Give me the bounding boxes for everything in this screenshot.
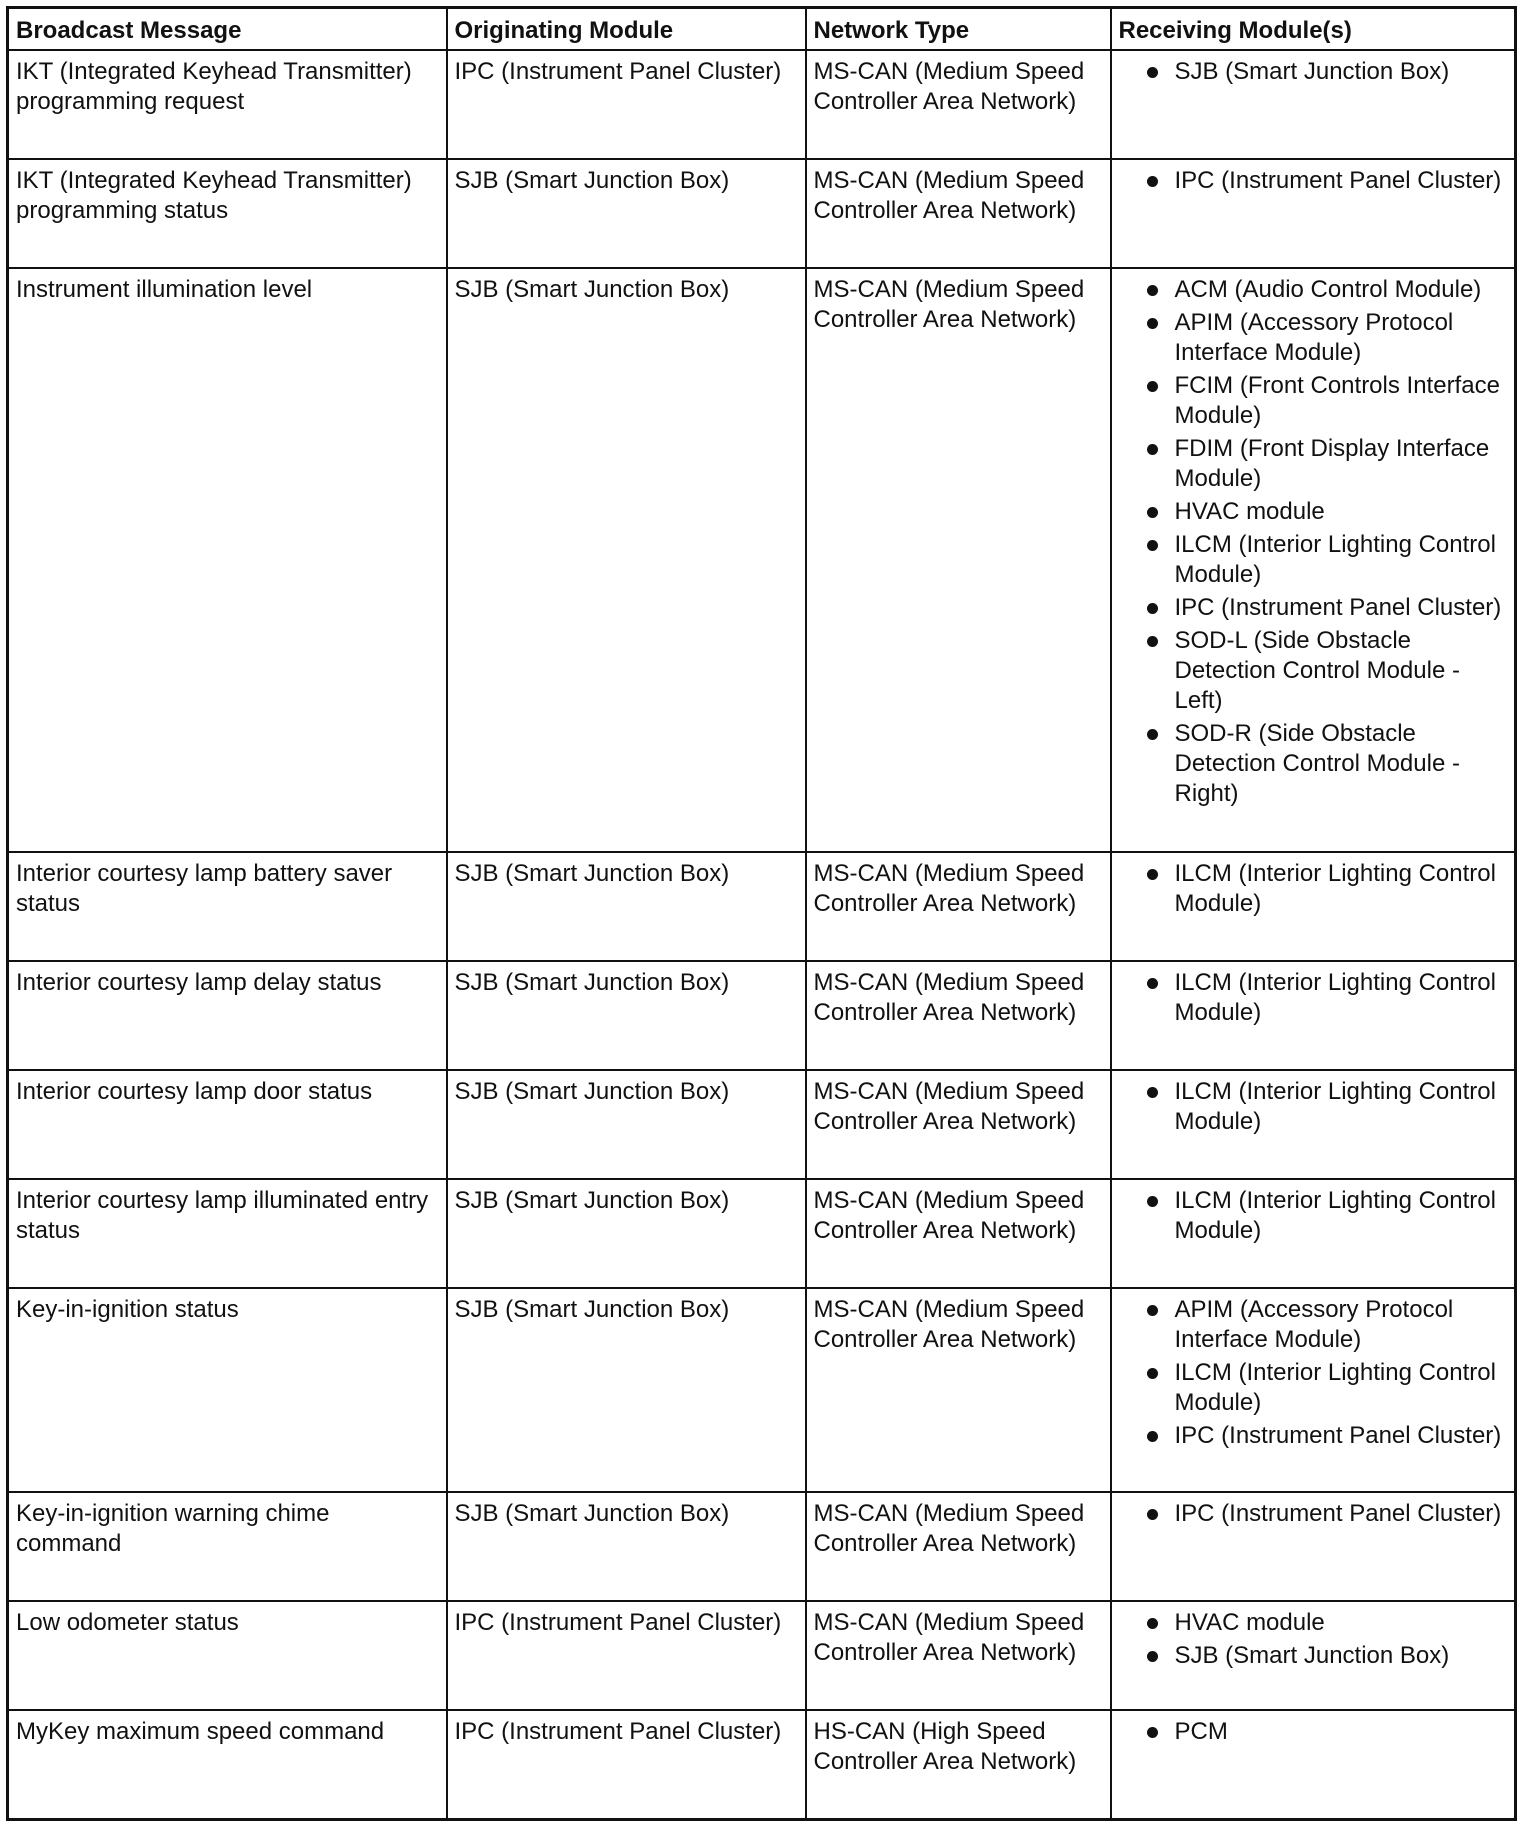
bullet-icon [1147,978,1158,989]
list-item [1119,1421,1508,1451]
receiving-module-name: IPC (Instrument Panel Cluster) [1174,167,1502,194]
network-type-cell: MS-CAN (Medium Speed Controller Area Network) [806,1070,1111,1179]
bullet-icon [1147,1196,1158,1207]
broadcast-message-cell: Instrument illumination level [8,268,447,852]
column-header-broadcast-message: Broadcast Message [8,8,447,51]
list-item [1119,1295,1508,1355]
table-row [8,50,1516,159]
list-item [1119,1641,1508,1671]
network-type-cell: MS-CAN (Medium Speed Controller Area Network) [806,1492,1111,1601]
list-item [1119,434,1508,494]
receiving-module-list [1119,1499,1508,1529]
receiving-modules-cell [1111,159,1516,268]
table-row [8,961,1516,1070]
table-row [8,1710,1516,1819]
receiving-module-name: FCIM (Front Controls Interface Module) [1174,372,1500,429]
receiving-module-name: FDIM (Front Display Interface Module) [1174,435,1490,492]
broadcast-message-cell: Interior courtesy lamp battery saver status [8,852,447,961]
broadcast-message-cell: IKT (Integrated Keyhead Transmitter) programming status [8,159,447,268]
receiving-module-list [1119,275,1508,809]
originating-module-cell: SJB (Smart Junction Box) [447,1179,806,1288]
bullet-icon [1147,1618,1158,1629]
network-type-cell: MS-CAN (Medium Speed Controller Area Network) [806,268,1111,852]
broadcast-message-cell: Interior courtesy lamp door status [8,1070,447,1179]
originating-module-cell: IPC (Instrument Panel Cluster) [447,50,806,159]
broadcast-message-cell: MyKey maximum speed command [8,1710,447,1819]
receiving-module-name: SOD-R (Side Obstacle Detection Control Module - Right) [1174,720,1460,807]
originating-module-cell: SJB (Smart Junction Box) [447,1288,806,1492]
receiving-module-name: ILCM (Interior Lighting Control Module) [1174,860,1496,917]
network-type-cell: HS-CAN (High Speed Controller Area Network) [806,1710,1111,1819]
bullet-icon [1147,444,1158,455]
list-item [1119,968,1508,1028]
table-body [8,50,1516,1819]
receiving-module-list [1119,1295,1508,1451]
list-item [1119,497,1508,527]
bullet-icon [1147,285,1158,296]
table-row [8,852,1516,961]
receiving-modules-cell [1111,852,1516,961]
column-header-network-type: Network Type [806,8,1111,51]
broadcast-message-table [6,6,1517,1821]
list-item [1119,371,1508,431]
table-row [8,1492,1516,1601]
list-item [1119,1717,1508,1747]
bullet-icon [1147,381,1158,392]
bullet-icon [1147,636,1158,647]
network-type-cell: MS-CAN (Medium Speed Controller Area Network) [806,1179,1111,1288]
bullet-icon [1147,318,1158,329]
table-row [8,1070,1516,1179]
table-header-row [8,8,1516,51]
receiving-module-list [1119,1077,1508,1137]
network-type-cell: MS-CAN (Medium Speed Controller Area Network) [806,961,1111,1070]
bullet-icon [1147,540,1158,551]
bullet-icon [1147,176,1158,187]
network-type-cell: MS-CAN (Medium Speed Controller Area Network) [806,852,1111,961]
originating-module-cell: SJB (Smart Junction Box) [447,852,806,961]
network-message-sheet [6,6,1514,1821]
broadcast-message-cell: Low odometer status [8,1601,447,1710]
receiving-module-name: HVAC module [1174,1609,1325,1636]
list-item [1119,1499,1508,1529]
list-item [1119,593,1508,623]
bullet-icon [1147,603,1158,614]
receiving-modules-cell [1111,268,1516,852]
receiving-module-name: HVAC module [1174,498,1325,525]
bullet-icon [1147,729,1158,740]
receiving-modules-cell [1111,50,1516,159]
list-item [1119,859,1508,919]
list-item [1119,308,1508,368]
table-row [8,159,1516,268]
broadcast-message-cell: Key-in-ignition warning chime command [8,1492,447,1601]
list-item [1119,166,1508,196]
list-item [1119,530,1508,590]
network-type-cell: MS-CAN (Medium Speed Controller Area Network) [806,1601,1111,1710]
receiving-module-name: APIM (Accessory Protocol Interface Module) [1174,309,1454,366]
list-item [1119,1186,1508,1246]
table-row [8,1601,1516,1710]
network-type-cell: MS-CAN (Medium Speed Controller Area Network) [806,159,1111,268]
receiving-module-list [1119,859,1508,919]
receiving-module-list [1119,57,1508,87]
receiving-modules-cell [1111,961,1516,1070]
originating-module-cell: IPC (Instrument Panel Cluster) [447,1601,806,1710]
bullet-icon [1147,869,1158,880]
list-item [1119,275,1508,305]
receiving-module-name: SJB (Smart Junction Box) [1174,1642,1450,1669]
bullet-icon [1147,1509,1158,1520]
receiving-module-name: IPC (Instrument Panel Cluster) [1174,1422,1502,1449]
receiving-module-name: IPC (Instrument Panel Cluster) [1174,1500,1502,1527]
bullet-icon [1147,67,1158,78]
receiving-module-list [1119,1717,1508,1747]
list-item [1119,1608,1508,1638]
originating-module-cell: SJB (Smart Junction Box) [447,1492,806,1601]
broadcast-message-cell: Interior courtesy lamp delay status [8,961,447,1070]
column-header-receiving-modules: Receiving Module(s) [1111,8,1516,51]
receiving-module-name: PCM [1174,1718,1228,1745]
network-type-cell: MS-CAN (Medium Speed Controller Area Network) [806,50,1111,159]
originating-module-cell: SJB (Smart Junction Box) [447,1070,806,1179]
receiving-module-name: IPC (Instrument Panel Cluster) [1174,594,1502,621]
receiving-modules-cell [1111,1710,1516,1819]
receiving-module-list [1119,968,1508,1028]
table-row [8,1179,1516,1288]
bullet-icon [1147,1368,1158,1379]
list-item [1119,1358,1508,1418]
receiving-module-name: ILCM (Interior Lighting Control Module) [1174,531,1496,588]
list-item [1119,719,1508,809]
broadcast-message-cell: IKT (Integrated Keyhead Transmitter) programming request [8,50,447,159]
receiving-module-list [1119,166,1508,196]
receiving-modules-cell [1111,1492,1516,1601]
table-row [8,1288,1516,1492]
receiving-module-name: APIM (Accessory Protocol Interface Module) [1174,1296,1454,1353]
receiving-modules-cell [1111,1288,1516,1492]
receiving-module-name: ILCM (Interior Lighting Control Module) [1174,1359,1496,1416]
receiving-module-name: ILCM (Interior Lighting Control Module) [1174,969,1496,1026]
bullet-icon [1147,1727,1158,1738]
receiving-modules-cell [1111,1070,1516,1179]
list-item [1119,1077,1508,1137]
bullet-icon [1147,1431,1158,1442]
receiving-module-name: ILCM (Interior Lighting Control Module) [1174,1078,1496,1135]
column-header-originating-module: Originating Module [447,8,806,51]
originating-module-cell: IPC (Instrument Panel Cluster) [447,1710,806,1819]
receiving-module-name: ILCM (Interior Lighting Control Module) [1174,1187,1496,1244]
originating-module-cell: SJB (Smart Junction Box) [447,961,806,1070]
receiving-module-list [1119,1186,1508,1246]
receiving-module-name: SJB (Smart Junction Box) [1174,58,1450,85]
broadcast-message-cell: Key-in-ignition status [8,1288,447,1492]
bullet-icon [1147,1305,1158,1316]
broadcast-message-cell: Interior courtesy lamp illuminated entry status [8,1179,447,1288]
receiving-module-name: SOD-L (Side Obstacle Detection Control Module - Left) [1174,627,1460,714]
originating-module-cell: SJB (Smart Junction Box) [447,159,806,268]
receiving-modules-cell [1111,1179,1516,1288]
table-row [8,268,1516,852]
list-item [1119,57,1508,87]
receiving-module-name: ACM (Audio Control Module) [1174,276,1482,303]
originating-module-cell: SJB (Smart Junction Box) [447,268,806,852]
receiving-module-list [1119,1608,1508,1671]
receiving-modules-cell [1111,1601,1516,1710]
bullet-icon [1147,1651,1158,1662]
list-item [1119,626,1508,716]
bullet-icon [1147,1087,1158,1098]
bullet-icon [1147,507,1158,518]
network-type-cell: MS-CAN (Medium Speed Controller Area Network) [806,1288,1111,1492]
